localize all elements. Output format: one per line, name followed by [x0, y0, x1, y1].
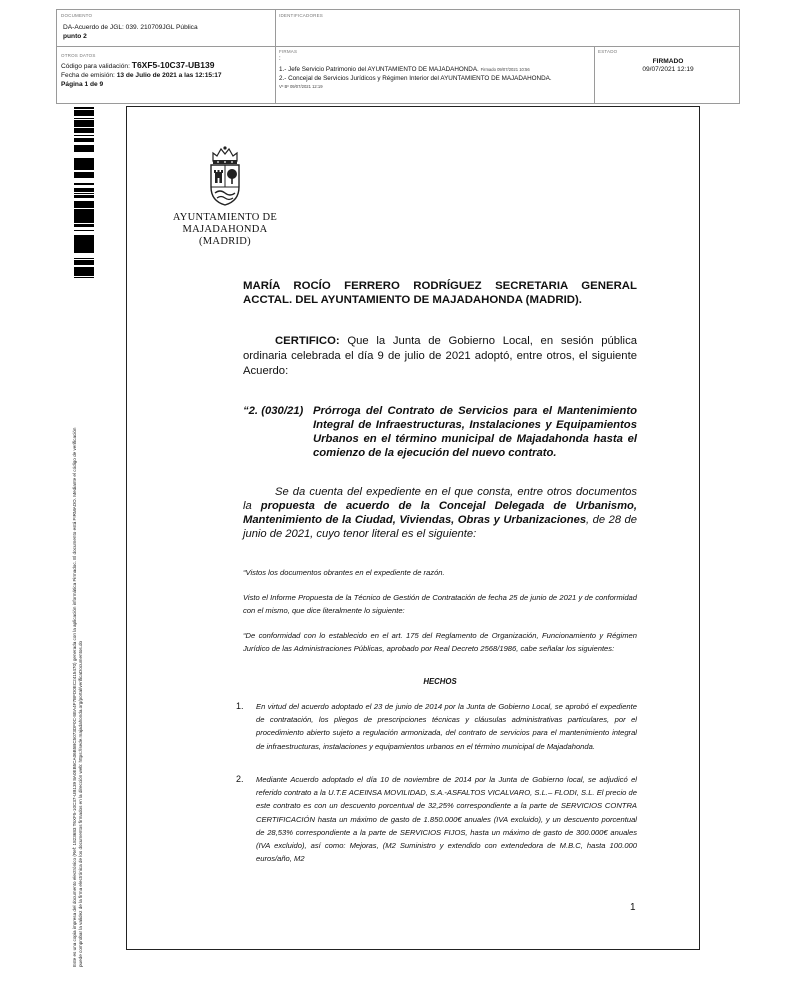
- issue-date: [61, 71, 222, 80]
- validation-code-value: T6XF5-10C37-UB139: [131, 60, 215, 70]
- paragraph-vistos: “Vistos los documentos obrantes en el expediente de razón.: [243, 568, 445, 577]
- signature-1: [279, 65, 530, 74]
- list-item-text: En virtud del acuerdo adoptado el 23 de junio de 2014 por la Junta de Gobierno Local, se aprobó el expediente de contratación, los pliegos de prescripciones técnicas y cláusulas administrativas particulares, por el procedimiento abierto sujeto a regulación armonizada, del contrato de servicios para el mantenimiento integral de infraestructuras, instalaciones y equipamientos urbanos en el término municipal de Majadahonda.: [256, 702, 637, 751]
- verification-line-1: Este es una copia impresa del documento electrónico (Ref: 1823683 T6XF5-10C37-UB139 8A0EB5CA06B5BC5073DF0C-8EA4F7BFD0EC2415470) generada con la aplicación informática Firmadoc. El documento está FIRMADO. Mediante el código de verificación: [72, 427, 77, 967]
- signature-2-date: Vº Bº 09/07/2021 12:19: [279, 84, 323, 89]
- status-date: 09/07/2021 12:19: [642, 66, 694, 73]
- cuenta-bold: propuesta de acuerdo de la Concejal Delegada de Urbanismo, Mantenimiento de la Ciudad, Viviendas, Obras y Urbanizaciones: [243, 500, 637, 526]
- page-number: 1: [630, 902, 636, 913]
- certifico-label: CERTIFICO:: [275, 335, 340, 347]
- list-item-text: Mediante Acuerdo adoptado el día 10 de noviembre de 2014 por la Junta de Gobierno local, se adjudicó el referido contrato a la U.T.E ACEINSA MOVILIDAD, S.A.-ASFALTOS VICALVARO, S.L.– FLODI, S.L. El precio de este contrato es con un descuento porcentual de 32,25% correspondiente a la parte de SERVICIOS CONTRA CERTIFICACIÓN hasta un máximo de gasto de 1.850.000€ anuales (IVA excluido), y un descuento porcentual de 28,53% correspondiente a la parte de SERVICIOS FIJOS, hasta un máximo de gasto de 300.000€ anuales (IVA excluido), así como: Mejoras, (M2 Suministro y extendido con extendedora de M.B.C, hasta 100.000 euros/año, M2: [256, 775, 637, 864]
- signature-1-text: 1.- Jefe Servicio Patrimonio del AYUNTAMIENTO DE MAJADAHONDA.: [279, 66, 479, 73]
- list-item-number: 2.: [236, 774, 244, 784]
- cuenta-pre: Se da cuenta del expediente en el que consta, entre otros documentos la: [243, 486, 637, 512]
- certifico-text: Que la Junta de Gobierno Local, en sesión pública ordinaria celebrada el día 9 de julio de 2021 adoptó, entre otros, el siguiente Acuerdo:: [243, 335, 637, 377]
- barcode: [74, 106, 94, 282]
- firmas-dot: :: [279, 56, 281, 62]
- status-value: FIRMADO: [652, 58, 684, 65]
- signature-2-text: 2.- Concejal de Servicios Jurídicos y Régimen Interior del AYUNTAMIENTO DE MAJADAHONDA.: [279, 75, 552, 82]
- identificadores-caption: IDENTIFICADORES: [279, 13, 324, 18]
- list-item: [236, 700, 637, 753]
- cuenta-paragraph: [243, 485, 637, 541]
- agenda-item: [243, 404, 637, 460]
- cuenta-post: , de 28 de junio de 2021, cuyo tenor literal es el siguiente:: [243, 514, 637, 540]
- municipality-line-2: MAJADAHONDA: [182, 224, 268, 235]
- documento-caption: DOCUMENTO: [61, 13, 93, 18]
- estado-caption: ESTADO: [598, 49, 618, 54]
- municipality-line-1: AYUNTAMIENTO DE: [172, 212, 278, 223]
- signature-1-date: Firmado 09/07/2021 10:56: [480, 67, 530, 72]
- issue-date-value: 13 de Julio de 2021 a las 12:15:17: [116, 72, 222, 79]
- validation-code-label: Código para validación:: [61, 63, 130, 70]
- municipality-name: [160, 212, 290, 248]
- agenda-text: Prórroga del Contrato de Servicios para el Mantenimiento Integral de Infraestructuras, Instalaciones y Equipamientos Urbanos en el término municipal de Majadahonda hasta el comienzo de la ejecución del nuevo contrato.: [313, 405, 637, 459]
- document-header-table: [56, 9, 740, 104]
- verification-side-text: [72, 287, 84, 967]
- paragraph-conformidad: “De conformidad con lo establecido en el art. 175 del Reglamento de Organización, Funcionamiento y Régimen Jurídico de las Administraciones Públicas, aprobado por Real Decreto 2568/1986, cabe señalar los siguientes:: [243, 631, 637, 654]
- hechos-heading: HECHOS: [423, 677, 457, 686]
- documento-line-1: DA-Acuerdo de JGL: 039. 210709JGL Pública: [63, 24, 198, 31]
- page-count: Página 1 de 9: [61, 81, 104, 88]
- verification-line-2: puede comprobar la validez de la firma electrónica de los documentos firmados en la dirección web: https://sede.majadahonda.org/portal/verificaDocumentos.do: [78, 640, 83, 967]
- paragraph-visto-informe: Visto el Informe Propuesta de la Técnico de Gestión de Contratación de fecha 25 de junio de 2021 y de conformidad con el mismo, que dice literalmente lo siguiente:: [243, 593, 637, 616]
- municipality-line-3: (MADRID): [199, 236, 251, 247]
- coat-of-arms-icon: [205, 145, 245, 207]
- list-item-number: 1.: [236, 701, 244, 711]
- firmas-caption: FIRMAS: [279, 49, 298, 54]
- certificate-title: MARÍA ROCÍO FERRERO RODRÍGUEZ SECRETARIA GENERAL ACCTAL. DEL AYUNTAMIENTO DE MAJADAHONDA (MADRID).: [243, 280, 637, 306]
- certifico-paragraph: [243, 334, 637, 379]
- agenda-number: “2. (030/21): [243, 405, 304, 417]
- otros-datos-caption: OTROS DATOS: [61, 53, 96, 58]
- documento-line-2: punto 2: [63, 33, 87, 40]
- list-item: [236, 773, 637, 865]
- issue-date-label: Fecha de emisión:: [61, 72, 115, 79]
- validation-code: [61, 61, 214, 71]
